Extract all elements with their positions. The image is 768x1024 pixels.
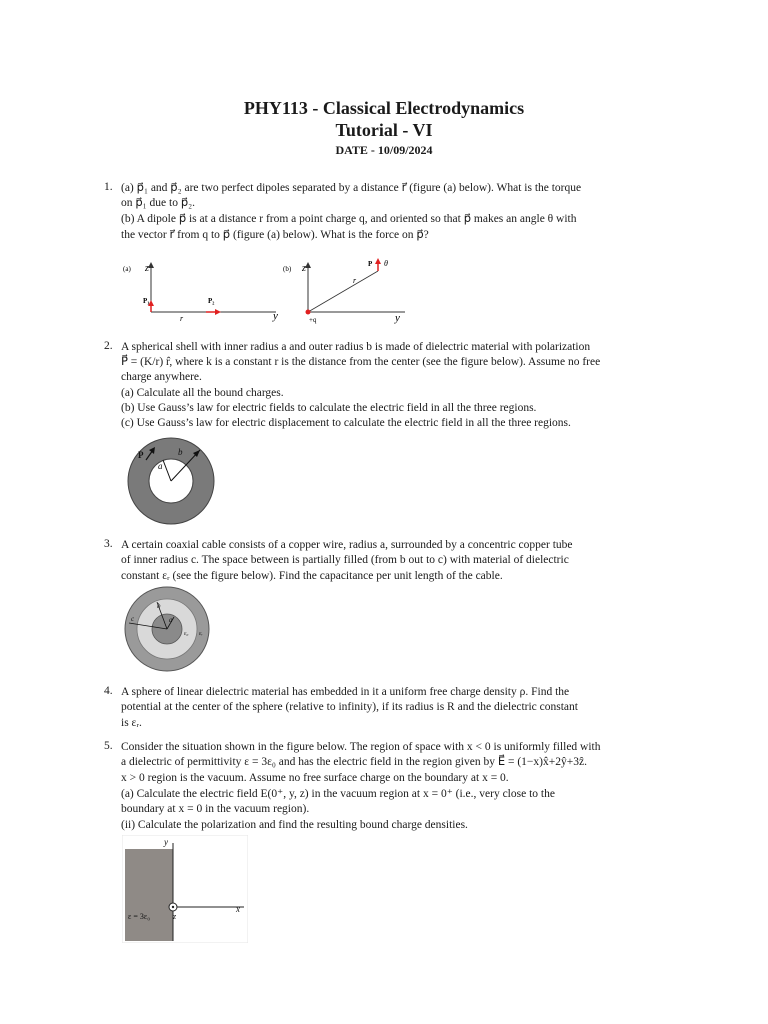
question-2-line: (a) Calculate all the bound charges. (121, 387, 284, 399)
question-2-number: 2. (104, 340, 113, 352)
figure-1b-panel-label: (b) (283, 265, 292, 273)
question-1-number: 1. (104, 181, 113, 193)
c-label: c (131, 615, 135, 623)
tutorial-date: DATE - 10/09/2024 (335, 143, 433, 157)
question-1-line: (b) A dipole p⃗ is at a distance r from a point charge q, and oriented so that p⃗ makes an angle θ with (121, 213, 577, 225)
question-5-line: a dielectric of permittivity ε = 3ε₀ and has the electric field in the region given by E⃗ = (1−x)x̂+2ŷ+3ẑ. (121, 756, 587, 768)
p-arrow-icon (375, 258, 381, 264)
figure-5-dielectric-boundary (122, 835, 248, 943)
figure-2-spherical-shell (126, 436, 216, 526)
question-5-line: Consider the situation shown in the figure below. The region of space with x < 0 is uniformly filled with (121, 741, 601, 753)
p2-label: P₂ (208, 297, 215, 305)
z-axis-label: z (173, 912, 177, 921)
a-label: a (158, 461, 163, 471)
p2-arrow-icon (215, 309, 221, 315)
question-4-line: A sphere of linear dielectric material has embedded in it a uniform free charge density ρ. Find the (121, 686, 570, 698)
question-3-number: 3. (104, 538, 113, 550)
x-axis-label: x (236, 904, 240, 914)
r-label: r (180, 314, 184, 323)
question-3-line: constant εᵣ (see the figure below). Find the capacitance per unit length of the cable. (121, 570, 503, 582)
point-charge (306, 310, 311, 315)
figure-3-coaxial-cable (121, 585, 213, 673)
charge-label: +q (309, 316, 317, 324)
question-2-line: A spherical shell with inner radius a and outer radius b is made of dielectric material with polarization (121, 341, 591, 353)
z-axis-label: z (302, 263, 306, 274)
figure-1b-dipole-charge (280, 255, 420, 327)
polarization-label: P (138, 450, 144, 460)
y-axis-label: y (273, 310, 278, 322)
tutorial-title: Tutorial - VI (335, 120, 433, 140)
question-5-line: (ii) Calculate the polarization and find the resulting bound charge densities. (121, 819, 468, 831)
question-2-line: charge anywhere. (121, 371, 202, 383)
figure-1a-dipoles (118, 255, 298, 323)
question-5-number: 5. (104, 740, 113, 752)
question-5-line: (a) Calculate the electric field E(0⁺, y, z) in the vacuum region at x = 0⁺ (i.e., very close to the (121, 788, 555, 800)
dielectric-region (125, 849, 173, 941)
question-3-line: of inner radius c. The space between is partially filled (from b out to c) with material of dielectric (121, 554, 569, 566)
question-4-line: is εᵣ. (121, 717, 142, 729)
question-3-line: A certain coaxial cable consists of a copper wire, radius a, surrounded by a concentric copper tube (121, 539, 573, 551)
question-4-number: 4. (104, 685, 113, 697)
question-4-line: potential at the center of the sphere (relative to infinity), if its radius is R and the dielectric constant (121, 701, 578, 713)
y-axis-label: y (395, 312, 400, 324)
question-2-line: P⃗ = (K/r) r̂, where k is a constant r is the distance from the center (see the figure below). Assume no free (121, 356, 601, 368)
question-5-line: boundary at x = 0 in the vacuum region). (121, 803, 310, 815)
permittivity-label: ε = 3ε₀ (128, 912, 151, 921)
r-label: r (353, 276, 357, 285)
p1-label: P₁ (143, 297, 150, 305)
theta-label: θ (384, 259, 388, 268)
course-title: PHY113 - Classical Electrodynamics (243, 98, 525, 118)
z-axis-dot (172, 906, 174, 908)
question-1-line: on p⃗₁ due to p⃗₂. (121, 197, 196, 209)
a-label: a (169, 616, 173, 624)
question-1-line: the vector r⃗ from q to p⃗ (figure (a) below). What is the force on p⃗? (121, 229, 429, 241)
question-1-line: (a) p⃗₁ and p⃗₂ are two perfect dipoles separated by a distance r⃗ (figure (a) below). What is the torque (121, 182, 582, 194)
question-2-line: (c) Use Gauss’s law for electric displacement to calculate the electric field in all the three regions. (121, 417, 571, 429)
p-label: P (368, 260, 373, 268)
z-axis-label: z (145, 263, 149, 274)
b-label: b (157, 602, 161, 610)
y-axis-label: y (164, 837, 168, 847)
b-label: b (178, 447, 183, 457)
r-vector (308, 271, 378, 312)
epsilon0-label: ε₀ (184, 631, 189, 637)
question-2-line: (b) Use Gauss’s law for electric fields to calculate the electric field in all the three regions. (121, 402, 537, 414)
figure-1a-panel-label: (a) (123, 265, 131, 273)
epsilonr-label: εᵣ (199, 631, 203, 637)
question-5-line: x > 0 region is the vacuum. Assume no free surface charge on the boundary at x = 0. (121, 772, 509, 784)
